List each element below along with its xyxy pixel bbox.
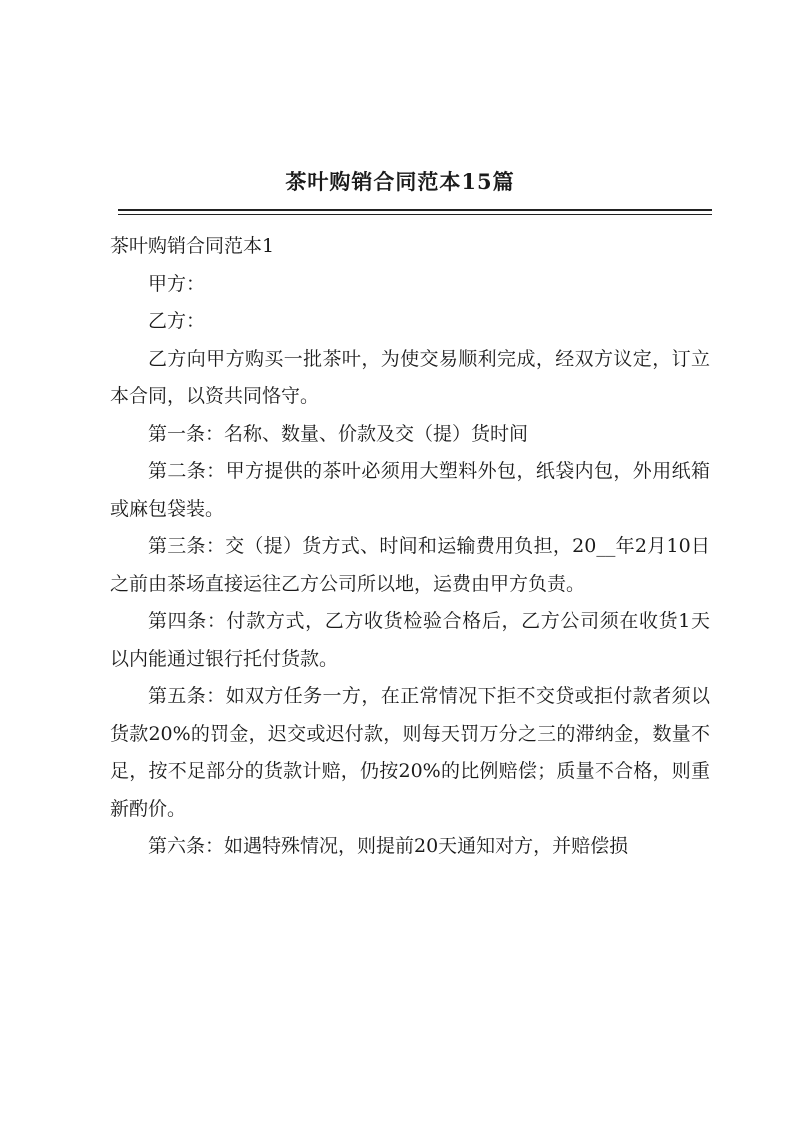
paragraph-article-5: 第五条：如双方任务一方，在正常情况下拒不交贷或拒付款者须以货款20%的罚金，迟交或迟付款，则每天罚万分之三的滞纳金，数量不足，按不足部分的货款计赔，仍按20%的比例赔偿；质量不合格，则重新酌价。 <box>110 685 710 820</box>
paragraph-article-4: 第四条：付款方式，乙方收货检验合格后，乙方公司须在收货1天以内能通过银行托付货款。 <box>110 610 710 670</box>
document-title: 茶叶购销合同范本15篇 <box>285 169 515 194</box>
paragraph-preamble: 乙方向甲方购买一批茶叶，为使交易顺利完成，经双方议定，订立本合同，以资共同恪守。 <box>110 347 710 407</box>
paragraph-article-3: 第三条：交（提）货方式、时间和运输费用负担，20__年2月10日之前由茶场直接运往乙方公司所以地，运费由甲方负责。 <box>110 535 710 595</box>
paragraph-article-6: 第六条：如遇特殊情况，则提前20天通知对方，并赔偿损 <box>148 835 629 857</box>
paragraph-article-2: 第二条：甲方提供的茶叶必须用大塑料外包，纸袋内包，外用纸箱或麻包袋装。 <box>110 460 710 520</box>
paragraph-article-1: 第一条：名称、数量、价款及交（提）货时间 <box>148 422 529 445</box>
paragraph-party-b: 乙方： <box>148 310 206 332</box>
paragraph-party-a: 甲方： <box>148 272 206 295</box>
document-body <box>110 228 710 866</box>
section-heading: 茶叶购销合同范本1 <box>110 235 275 257</box>
title-divider <box>118 209 712 215</box>
